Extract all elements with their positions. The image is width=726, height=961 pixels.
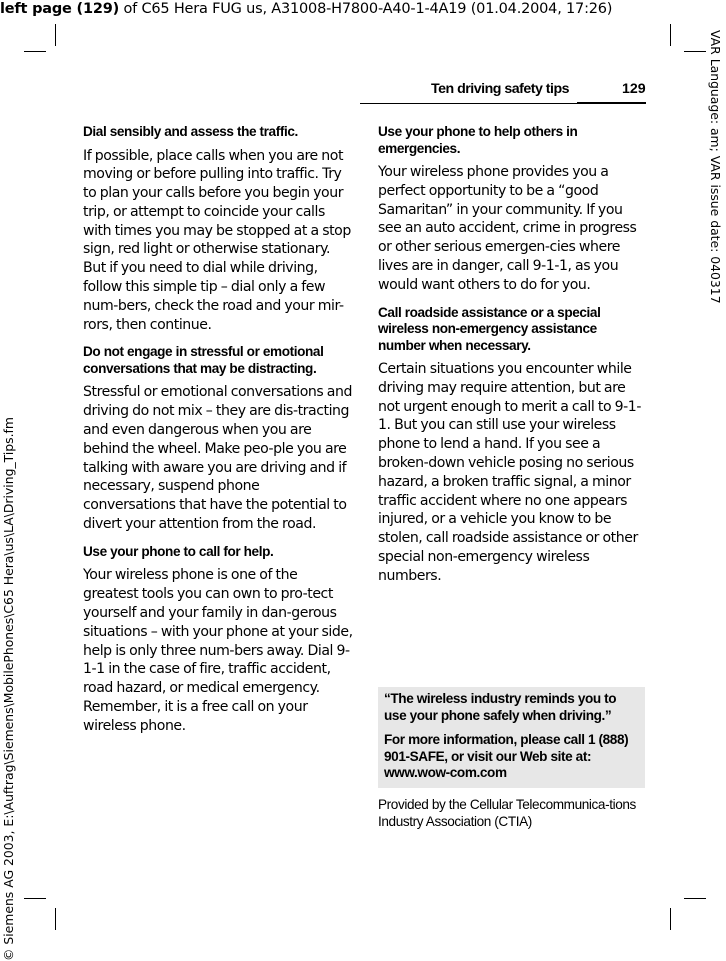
callout-contact-info: For more information, please call 1 (888) 901-SAFE, or visit our Web site at: www.wow-com.com — [384, 732, 629, 780]
section-heading: Do not engage in stressful or emotional conversations that may be distracting. — [83, 344, 324, 376]
right-column — [378, 124, 646, 596]
callout-quote: “The wireless industry reminds you to use your phone safely when driving.” — [384, 691, 617, 723]
section-body: Your wireless phone provides you a perfect opportunity to be a “good Samaritan” in your community. If you see an auto accident, crime in progress or other serious emergen-cies where lives are in danger, call 9-1-1, as you would want others to do for you. — [378, 164, 637, 293]
crop-mark — [684, 898, 706, 899]
left-column — [83, 124, 353, 746]
crop-mark — [55, 908, 56, 930]
crop-mark — [684, 51, 706, 52]
crop-mark — [24, 898, 46, 899]
section-body: Certain situations you encounter while driving may require attention, but are not urgent enough to merit a call to 9-1-1. But you can still use your wireless phone to lend a hand. If you see a broken-down vehicle posing no serious hazard, a broken traffic signal, a minor traffic accident where no one appears injured, or a vehicle you know to be stolen, call roadside assistance or other special non-emergency wireless numbers. — [378, 361, 641, 584]
running-header: Ten driving safety tips — [431, 81, 570, 97]
section-heading: Dial sensibly and assess the traffic. — [83, 124, 298, 139]
header-rule — [360, 103, 577, 104]
crop-mark — [670, 908, 671, 930]
section-heading: Call roadside assistance or a special wireless non-emergency assistance number when necessary. — [378, 304, 601, 353]
variant-info: VAR Language: am; VAR issue date: 040317 — [708, 30, 723, 304]
safety-callout-box — [378, 687, 645, 788]
header-rule-thick — [577, 102, 646, 104]
section-heading: Use your phone to call for help. — [83, 543, 274, 559]
section-body: If possible, place calls when you are not moving or before pulling into traffic. Try to plan your calls before you begin your trip, or attempt to coincide your calls with times you may be stopped at a stop sign, red light or otherwise stationary. But if you need to dial while driving, follow this simple tip – dial only a few num-bers, check the road and your mir-rors, then continue. — [83, 147, 351, 333]
section-body: Your wireless phone is one of the greatest tools you can own to pro-tect yourself and your family in dan-gerous situations – with your phone at your side, help is only three num-bers away. Dial 9-1-1 in the case of fire, traffic accident, road hazard, or medical emergency. Remember, it is a free call on your wireless phone. — [83, 567, 353, 734]
print-slug — [0, 0, 726, 18]
crop-mark — [24, 51, 46, 52]
section-heading: Use your phone to help others in emergencies. — [378, 124, 578, 156]
crop-mark — [670, 24, 671, 46]
slug-file-info: of C65 Hera FUG us, A31008-H7800-A40-1-4A19 (01.04.2004, 17:26) — [119, 1, 613, 17]
section-body: Stressful or emotional conversations and driving do not mix – they are dis-tracting and even dangerous when you are behind the wheel. Make peo-ple you are talking with aware you are driving and if necessary, suspend phone conversations that have the potential to divert your attention from the road. — [83, 384, 352, 533]
source-credit: Provided by the Cellular Telecommunica-tions Industry Association (CTIA) — [378, 797, 636, 829]
crop-mark — [55, 24, 56, 46]
page-number: 129 — [622, 81, 646, 97]
slug-page-label: left page (129) — [0, 1, 120, 17]
file-path-copyright: © Siemens AG 2003, E:\Auftrag\Siemens\MobilePhones\C65 Hera\us\LA\Driving_Tips.fm — [1, 417, 16, 961]
